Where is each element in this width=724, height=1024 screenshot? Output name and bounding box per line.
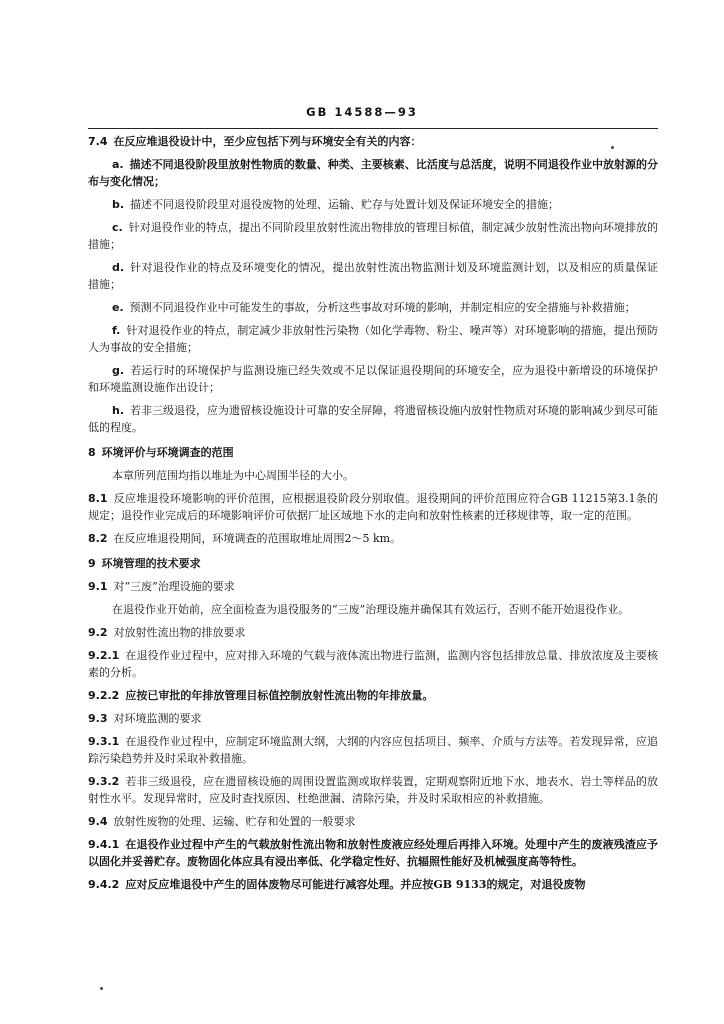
clause-text: 描述不同退役阶段里对退役废物的处理、运输、贮存与处置计划及保证环境安全的措施；	[130, 198, 560, 211]
clause-text: 针对退役作业的特点，提出不同阶段里放射性流出物排放的管理目标值，制定减少放射性流出物向环境排放的措施；	[88, 221, 658, 251]
paragraph-9-4	[88, 813, 658, 830]
clause-text: 在退役作业过程中，应制定环境监测大纲，大纲的内容应包括项目、频率、介质与方法等。若发现异常，应追踪污染趋势并及时采取补救措施。	[88, 735, 658, 765]
clause-text: 描述不同退役阶段里放射性物质的数量、种类、主要核素、比活度与总活度，说明不同退役作业中放射源的分布与变化情况；	[88, 158, 658, 188]
paragraph-f	[88, 322, 658, 356]
clause-number: g.	[112, 364, 125, 377]
clause-number: 9.3	[88, 712, 108, 725]
paragraph-9-4-2	[88, 876, 658, 893]
clause-text: 环境评价与环境调查的范围	[101, 446, 234, 459]
scan-speck	[611, 146, 614, 149]
clause-text: 在退役作业过程中产生的气载放射性流出物和放射性废液应经处理后再排入环境。处理中产生的废液残渣应予以固化并妥善贮存。废物固化体应具有浸出率低、化学稳定性好、抗辐照性能好及机械强度高等特性。	[88, 838, 658, 868]
clause-text: 若非三级退役，应为遗留核设施设计可靠的安全屏障，将遗留核设施内放射性物质对环境的影响减少到尽可能低的程度。	[88, 404, 659, 434]
paragraph-9	[88, 555, 658, 572]
clause-number: 9.4.2	[88, 878, 120, 891]
paragraph-g	[88, 362, 658, 396]
clause-number: e.	[112, 301, 124, 314]
paragraph-9-1-body	[88, 601, 658, 618]
clause-number: 9.4.1	[88, 838, 120, 851]
paragraph-8-2	[88, 530, 658, 547]
clause-number: 8.1	[88, 492, 108, 505]
clause-number: 9.3.2	[88, 775, 120, 788]
paragraph-9-2-2	[88, 687, 658, 704]
clause-number: c.	[112, 221, 123, 234]
clause-text: 在反应堆退役设计中，至少应包括下列与环境安全有关的内容：	[113, 135, 422, 148]
page-header-standard-number: GB 14588—93	[306, 105, 418, 119]
clause-text: 应对反应堆退役中产生的固体废物尽可能进行减容处理。并应按GB 9133的规定，对退役废物	[125, 878, 586, 891]
clause-number: 7.4	[88, 135, 108, 148]
clause-text: 预测不同退役作业中可能发生的事故，分析这些事故对环境的影响，并制定相应的安全措施与补救措施；	[129, 301, 636, 314]
scan-speck	[100, 987, 103, 990]
clause-number: 9.2	[88, 626, 108, 639]
clause-text: 对环境监测的要求	[113, 712, 202, 725]
clause-text: 放射性废物的处理、运输、贮存和处置的一般要求	[113, 815, 356, 828]
paragraph-8	[88, 444, 658, 461]
clause-number: d.	[112, 261, 125, 274]
clause-text: 对“三废”治理设施的要求	[113, 580, 235, 593]
paragraph-e	[88, 299, 658, 316]
clause-text: 环境管理的技术要求	[101, 557, 201, 570]
paragraph-a	[88, 156, 658, 190]
clause-number: h.	[112, 404, 125, 417]
paragraph-7-4	[88, 133, 658, 150]
clause-number: 9.1	[88, 580, 108, 593]
paragraph-9-1	[88, 578, 658, 595]
clause-text: 应按已审批的年排放管理目标值控制放射性流出物的年排放量。	[125, 689, 434, 702]
clause-number: 8.2	[88, 532, 108, 545]
clause-text: 反应堆退役环境影响的评价范围，应根据退役阶段分别取值。退役期间的评价范围应符合GB 11215第3.1条的规定；退役作业完成后的环境影响评价可依据厂址区域地下水的走向和放射性核素的迁移规律等，取一定的范围。	[88, 492, 658, 522]
clause-number: f.	[112, 324, 121, 337]
clause-text: 本章所列范围均指以堆址为中心周围半径的大小。	[112, 469, 354, 482]
paragraph-9-2	[88, 624, 658, 641]
clause-number: 8	[88, 446, 96, 459]
paragraph-9-3-2	[88, 773, 658, 807]
clause-number: b.	[112, 198, 125, 211]
clause-text: 针对退役作业的特点及环境变化的情况，提出放射性流出物监测计划及环境监测计划，以及相应的质量保证措施；	[88, 261, 658, 291]
paragraph-b	[88, 196, 658, 213]
paragraph-h	[88, 402, 658, 436]
header-rule	[88, 128, 658, 129]
paragraph-8-1	[88, 490, 658, 524]
clause-number: 9.2.1	[88, 649, 120, 662]
clause-text: 在退役作业过程中，应对排入环境的气载与液体流出物进行监测，监测内容包括排放总量、排放浓度及主要核素的分析。	[88, 649, 658, 679]
paragraph-8-intro	[88, 467, 658, 484]
document-body	[88, 133, 658, 899]
clause-number: 9.3.1	[88, 735, 120, 748]
clause-text: 若非三级退役，应在遗留核设施的周围设置监测或取样装置，定期观察附近地下水、地表水、岩土等样品的放射性水平。发现异常时，应及时查找原因、杜绝泄漏、清除污染，并及时采取相应的补救措施。	[88, 775, 658, 805]
clause-number: 9.2.2	[88, 689, 120, 702]
clause-text: 若运行时的环境保护与监测设施已经失效或不足以保证退役期间的环境安全，应为退役中新增设的环境保护和环境监测设施作出设计；	[88, 364, 658, 394]
clause-text: 针对退役作业的特点，制定减少非放射性污染物（如化学毒物、粉尘、噪声等）对环境影响的措施，提出预防人为事故的安全措施；	[88, 324, 658, 354]
paragraph-9-2-1	[88, 647, 658, 681]
clause-number: 9	[88, 557, 96, 570]
clause-text: 对放射性流出物的排放要求	[113, 626, 246, 639]
paragraph-9-4-1	[88, 836, 658, 870]
paragraph-9-3-1	[88, 733, 658, 767]
clause-text: 在反应堆退役期间，环境调查的范围取堆址周围2～5 km。	[113, 532, 402, 545]
paragraph-c	[88, 219, 658, 253]
clause-text: 在退役作业开始前，应全面检查为退役服务的“三废”治理设施并确保其有效运行，否则不能开始退役作业。	[112, 603, 630, 616]
paragraph-d	[88, 259, 658, 293]
clause-number: 9.4	[88, 815, 108, 828]
paragraph-9-3	[88, 710, 658, 727]
clause-number: a.	[112, 158, 124, 171]
